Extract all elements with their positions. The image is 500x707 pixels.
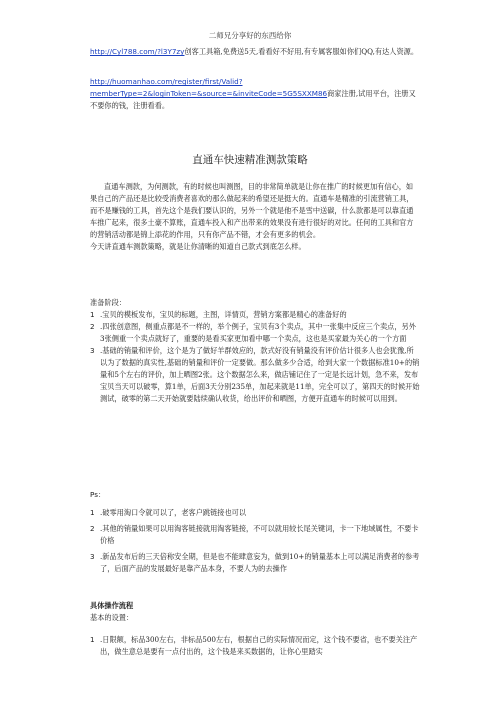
prep-item-1	[90, 309, 420, 321]
ps-section	[90, 489, 420, 575]
paragraph-1: 直通车测款，为何测款，有的时候也叫测图，目的非常简单就是让你在推广的时候更加有信心，如果自己的产品还是比较受消费者喜欢的那么做起来的希望还是挺大的。直通车是精准的引流营销工具，而不是赚钱的工具，首先这个是我们要认识的，另外一个就是他不是雪中送碳，什么款都是可以靠直通车推广起来，很多土豪不算账，直通车投入和产出带来的效果没有进行很好的对比。任何的工具和官方的营销活动都是锦上添花的作用，只有你产品不错，才会有更多的机会。	[90, 182, 414, 239]
intro-line-2-text: 商家注册,试用平台，注册又不要你的钱，注册看看。	[90, 89, 416, 110]
ps-item-1-num: 1	[90, 508, 95, 517]
ps-item-2-num: 2	[90, 524, 95, 533]
prep-item-1-num: 1	[90, 310, 95, 319]
ps-item-2	[90, 523, 420, 547]
intro-title: 二师兄分享好的东西给你	[208, 31, 292, 40]
intro-line-1	[90, 46, 420, 58]
flow-section	[90, 600, 420, 658]
prep-item-2	[90, 321, 420, 345]
creator-toolbox-link[interactable]: http://Cyl788.com/?l3Y7zy	[90, 47, 185, 56]
ps-item-3	[90, 551, 420, 575]
prep-item-3-num: 3	[90, 346, 95, 355]
prep-section	[90, 297, 420, 405]
ps-item-3-num: 3	[90, 552, 95, 561]
flow-item-1	[90, 634, 420, 658]
ps-item-1	[90, 507, 420, 519]
intro-line-2	[90, 76, 420, 112]
flow-subheading: 基本的设置：	[90, 613, 134, 622]
ps-item-3-text: .新品发布后的三天倍称安全期，但是也不能肆意妄为，做到10+的销量基本上可以满足消费者的参考了，后面产品的发展最好是靠产品本身，不要人为的去操作	[100, 552, 420, 573]
intro-line-1-text: 创客工具箱,免费送5天,看看好不好用,有专属客服如你们QQ,有达人资源。	[184, 47, 419, 56]
flow-heading: 具体操作流程	[90, 601, 134, 610]
prep-item-3-text: .基础的销量和评价，这个是为了做好羊群效应的，款式好没有销量没有评价估计很多人也会犹豫,所以为了数据的真实性,基础的销量和评价一定要做。那么做多少合适，给到大家一个数据标准10+的销量和5个左右的评价，加上晒图2张。这个数据怎么来，做店铺记住了一定是长远计划，急不来，发布宝贝当天可以破零，算1单，后面3天分别235单，加起来就是11单，完全可以了，第四天的时候开始测试，破零的第二天开始就要陆续确认收货，给出评价和晒图，方便开直通车的时候可以用到。	[100, 346, 420, 403]
flow-item-1-num: 1	[90, 635, 95, 644]
prep-heading: 准备阶段：	[90, 298, 126, 307]
prep-item-3	[90, 345, 420, 405]
ps-item-1-text: .破零用淘口令就可以了，老客户跳链接也可以	[100, 508, 247, 517]
intro-paragraphs	[90, 181, 420, 253]
merchant-register-link[interactable]: http://huomanhao.com/register/first/Valid?memberType=2&loginToken=&source=&inviteCode=5G5SXXM86	[90, 77, 328, 98]
ps-item-2-text: .其他的销量如果可以用淘客链接就用淘客链接，不可以就用较长尾关键词，卡一下地域属性，不要卡价格	[100, 524, 419, 545]
paragraph-2: 今天讲直通车测款策略，就是让你清晰的知道自己款式到底怎么样。	[90, 242, 306, 251]
prep-item-1-text: .宝贝的模板发布，宝贝的标题，主图，详情页，营销方案都是精心的准备好的	[100, 310, 347, 319]
flow-item-1-text: .日限额，标品300左右，非标品500左右，根据自己的实际情况而定，这个钱不要省，也不要关注产出，做生意总是要有一点付出的，这个钱是来买数据的，让你心里踏实	[100, 635, 418, 656]
prep-item-2-num: 2	[90, 322, 95, 331]
document-title: 直通车快速精准测款策略	[192, 154, 308, 166]
prep-item-2-text: .四张创意图，侧重点都是不一样的，举个例子，宝贝有3个卖点，其中一张集中反应三个卖点，另外3张侧重一个卖点就好了，重要的是看买家更加看中哪一个卖点，这也是买家最为关心的一个方面	[100, 322, 416, 343]
ps-heading: Ps：	[90, 490, 106, 499]
